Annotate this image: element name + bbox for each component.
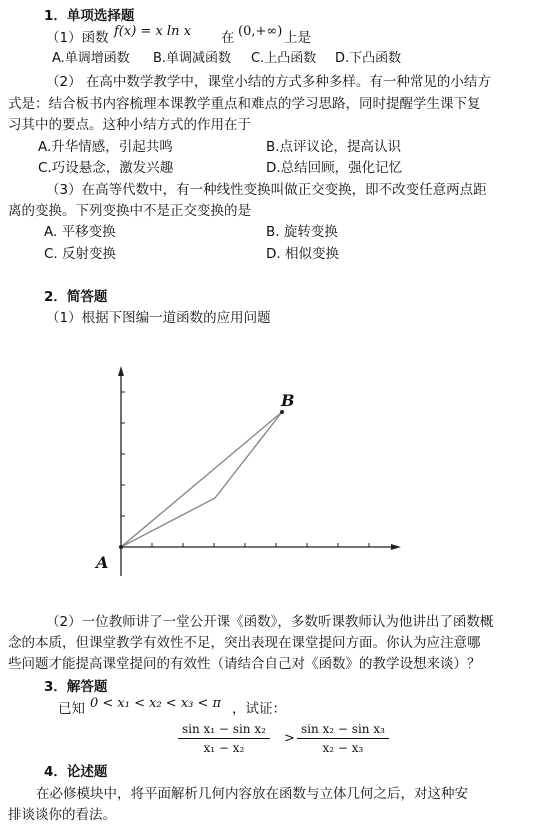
q3-option-d: D. 相似变换 <box>266 246 339 262</box>
q1-option-a: A.单调增函数 <box>52 51 130 66</box>
q2-option-b: B.点评议论，提高认识 <box>266 139 402 155</box>
q1-formula: f(x) = x ln x <box>114 24 191 39</box>
point-b <box>280 410 284 414</box>
q1-option-c: C.上凸函数 <box>251 51 317 66</box>
s3-rhs-denominator: x₂ − x₃ <box>322 741 364 755</box>
label-a: A <box>96 553 109 572</box>
section1-heading: 1．单项选择题 <box>44 8 135 24</box>
s3-lhs-denominator: x₁ − x₂ <box>203 741 245 755</box>
s3-rhs-fraction <box>297 722 389 755</box>
q1-option-d: D.下凸函数 <box>335 51 402 66</box>
q1-interval-prefix: 在 <box>221 30 235 46</box>
s3-rhs-numerator: sin x₂ − sin x₃ <box>297 722 389 739</box>
q2-option-d: D.总结回顾，强化记忆 <box>266 160 403 176</box>
s3-lhs-numerator: sin x₁ − sin x₂ <box>178 722 270 739</box>
q1-interval: (0,+∞) <box>238 24 283 39</box>
q2-line-2: 式是：结合板书内容梳理本课教学重点和难点的学习思路，同时提醒学生课下复 <box>8 96 481 112</box>
q2-line-1: （2） 在高中数学教学中，课堂小结的方式多种多样。有一种常见的小结方 <box>46 74 491 90</box>
s3-lhs-fraction <box>178 722 270 755</box>
section3-heading: 3．解答题 <box>44 679 108 695</box>
q1-suffix: 上是 <box>284 30 311 46</box>
function-figure <box>0 340 545 590</box>
q3-line-1: （3）在高等代数中，有一种线性变换叫做正交变换，即不改变任意两点距 <box>46 182 487 198</box>
q1-prefix: （1）函数 <box>46 30 109 46</box>
q3-option-a: A. 平移变换 <box>44 224 116 240</box>
line-a-to-b <box>121 412 282 547</box>
q2-option-c: C.巧设悬念，激发兴趣 <box>38 160 174 176</box>
x-axis-arrow <box>391 544 401 550</box>
y-axis-arrow <box>118 366 124 376</box>
s4-line-2: 排谈谈你的看法。 <box>8 807 116 823</box>
label-b: B <box>281 391 295 410</box>
s3-relation: > <box>284 731 295 746</box>
q1-option-b: B.单调减函数 <box>153 51 232 66</box>
q2-option-a: A.升华情感，引起共鸣 <box>38 139 173 155</box>
q3-line-2: 离的变换。下列变换中不是正交变换的是 <box>8 203 251 219</box>
s4-line-1: 在必修模块中，将平面解析几何内容放在函数与立体几何之后，对这种安 <box>36 786 468 802</box>
point-a <box>119 545 123 549</box>
q3-option-c: C. 反射变换 <box>44 246 117 262</box>
s3-given-prefix: 已知 <box>58 701 85 717</box>
q3-option-b: B. 旋转变换 <box>266 224 338 240</box>
s2-q2-line-2: 念的本质，但课堂教学有效性不足，突出表现在课堂提问方面。你认为应注意哪 <box>8 635 481 651</box>
s2-q1-text: （1）根据下图编一道函数的应用问题 <box>46 310 271 326</box>
q2-line-3: 习其中的要点。这种小结方式的作用在于 <box>8 117 251 133</box>
s2-q2-line-1: （2）一位教师讲了一堂公开课《函数》，多数听课教师认为他讲出了函数概 <box>46 614 494 630</box>
s2-q2-line-3: 些问题才能提高课堂提问的有效性（请结合自己对《函数》的教学设想来谈）？ <box>8 656 481 672</box>
s3-given-suffix: ，试证： <box>232 701 286 717</box>
section4-heading: 4．论述题 <box>44 764 108 780</box>
section2-heading: 2．简答题 <box>44 289 108 305</box>
s3-condition: 0 < x₁ < x₂ < x₃ < π <box>90 696 222 711</box>
